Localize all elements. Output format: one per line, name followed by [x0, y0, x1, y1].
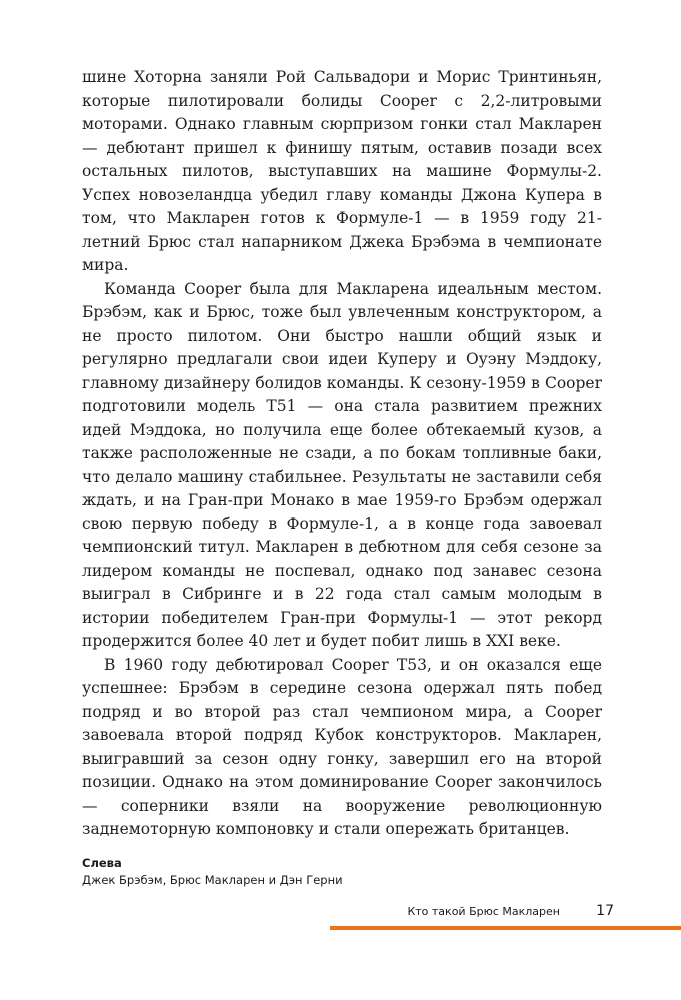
paragraph-3: В 1960 году дебютировал Cooper T53, и он оказался еще успешнее: Брэбэм в середине сезона одержал пять побед подряд и во второй раз стал чемпионом мира, а Cooper завоевала второй подряд Кубок конструкторов. Макларен, выигравший за сезон одну гонку, завершил его на второй позиции. Однако на этом доминирование Cooper закончилось — соперники взяли на вооружение революционную заднемоторную компоновку и стали опережать британцев.: [82, 655, 602, 838]
caption-text: Джек Брэбэм, Брюс Макларен и Дэн Герни: [82, 873, 343, 887]
caption-title: Слева: [82, 856, 122, 870]
running-footer-title: Кто такой Брюс Макларен: [407, 905, 560, 918]
footer-accent-rule: [330, 926, 681, 930]
paragraph-1: шине Хоторна заняли Рой Сальвадори и Морис Тринтиньян, которые пилотировали болиды Cooper с 2,2-литровыми моторами. Однако главным сюрпризом гонки стал Макларен — дебютант пришел к финишу пятым, оставив позади всех остальных пилотов, выступавших на машине Формулы-2. Успех новозеландца убедил главу команды Джона Купера в том, что Макларен готов к Формуле-1 — в 1959 году 21-летний Брюс стал напарником Джека Брэбэма в чемпионате мира.: [82, 68, 602, 274]
photo-caption: [82, 855, 482, 889]
paragraph-2: Команда Cooper была для Макларена идеальным местом. Брэбэм, как и Брюс, тоже был увлеченным конструктором, а не просто пилотом. Они быстро нашли общий язык и регулярно предлагали свои идеи Куперу и Оуэну Мэддоку, главному дизайнеру болидов команды. К сезону-1959 в Cooper подготовили модель T51 — она стала развитием прежних идей Мэддока, но получила еще более обтекаемый кузов, а также расположенные не сзади, а по бокам топливные баки, что делало машину стабильнее. Результаты не заставили себя ждать, и на Гран-при Монако в мае 1959-го Брэбэм одержал свою первую победу в Формуле-1, а в конце года завоевал чемпионский титул. Макларен в дебютном для себя сезоне за лидером команды не поспевал, однако под занавес сезона выиграл в Сибринге и в 22 года стал самым молодым в истории победителем Гран-при Формулы-1 — этот рекорд продержится более 40 лет и будет побит лишь в XXI веке.: [82, 279, 602, 650]
body-text: [82, 66, 602, 842]
page-number: 17: [596, 903, 614, 919]
